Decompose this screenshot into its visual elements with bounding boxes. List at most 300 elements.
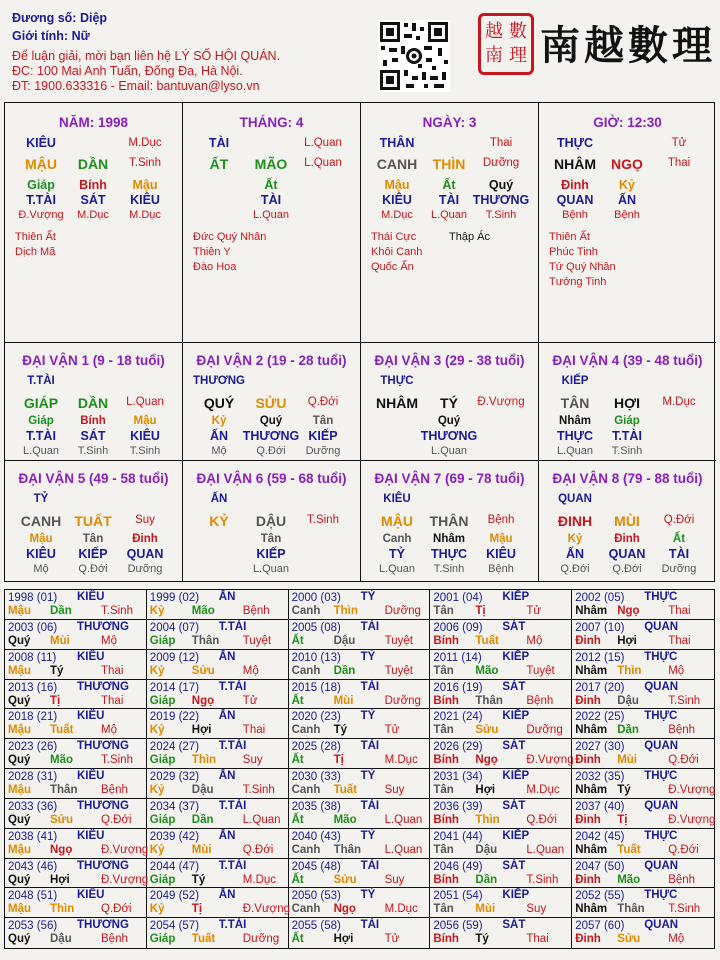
year-life-stage: L.Quan bbox=[242, 813, 281, 826]
earthly-branch: DẬU bbox=[255, 513, 287, 529]
year-cell[interactable] bbox=[572, 918, 714, 948]
year-label: 2019 (22) bbox=[149, 711, 200, 724]
hidden-stem: Mậu bbox=[29, 533, 53, 545]
year-ten-god: SÁT bbox=[502, 799, 526, 812]
hidden-ten-god: ẤN bbox=[565, 547, 585, 561]
year-branch: Thìn bbox=[617, 664, 642, 677]
year-ten-god: THỰC bbox=[644, 829, 678, 842]
life-stage-branch: L.Quan bbox=[304, 157, 342, 169]
earthly-branch: THÌN bbox=[432, 156, 466, 172]
year-cell[interactable] bbox=[430, 829, 572, 859]
year-cell[interactable] bbox=[289, 709, 431, 739]
year-branch: Mão bbox=[50, 754, 73, 767]
hidden-stem: Giáp bbox=[614, 415, 640, 427]
hidden-ten-god: T.TÀI bbox=[26, 193, 56, 207]
luck-pillar-3[interactable] bbox=[361, 343, 539, 461]
year-cell[interactable] bbox=[147, 859, 289, 889]
year-label: 2045 (48) bbox=[291, 860, 341, 873]
hidden-ten-god: SÁT bbox=[80, 429, 106, 443]
year-cell[interactable] bbox=[147, 769, 289, 799]
year-ten-god: TÀI bbox=[360, 859, 380, 872]
year-branch: Tị bbox=[475, 605, 486, 617]
year-label: 2032 (35) bbox=[575, 771, 625, 783]
life-stage-branch: Đ.Vượng bbox=[477, 396, 525, 408]
year-life-stage: Dưỡng bbox=[384, 694, 421, 707]
year-stem: Ất bbox=[291, 933, 304, 946]
luck-pillar-1[interactable] bbox=[5, 343, 183, 461]
year-life-stage: L.Quan bbox=[384, 843, 423, 856]
year-label: 2052 (55) bbox=[575, 890, 625, 903]
year-cell[interactable] bbox=[289, 680, 431, 710]
heavenly-stem: ĐINH bbox=[557, 513, 593, 529]
year-cell[interactable] bbox=[430, 739, 572, 769]
luck-ten-god: THƯƠNG bbox=[193, 375, 245, 387]
year-cell[interactable] bbox=[147, 799, 289, 829]
year-cell[interactable] bbox=[147, 650, 289, 680]
year-stem: Quý bbox=[8, 873, 31, 886]
year-stem: Giáp bbox=[149, 754, 176, 767]
year-stem: Kỷ bbox=[149, 724, 165, 737]
year-label: 2031 (34) bbox=[433, 771, 483, 783]
life-stage-stem: M.Dục bbox=[128, 137, 162, 149]
luck-pillar-7[interactable] bbox=[361, 461, 539, 581]
year-stem: Ất bbox=[291, 634, 304, 647]
year-stem: Mậu bbox=[8, 843, 31, 856]
year-cell[interactable] bbox=[289, 650, 431, 680]
hidden-ten-god: QUAN bbox=[556, 193, 594, 207]
year-ten-god: T.TÀI bbox=[218, 799, 247, 812]
year-stem: Tân bbox=[433, 664, 454, 677]
life-stage-branch: Suy bbox=[135, 514, 155, 526]
hidden-life-stage: Dưỡng bbox=[127, 563, 163, 575]
year-branch: Thìn bbox=[50, 903, 75, 916]
year-cell[interactable] bbox=[572, 888, 714, 918]
year-life-stage: Suy bbox=[526, 903, 547, 916]
year-ten-god: T.TÀI bbox=[218, 919, 247, 932]
qr-code-graphic bbox=[378, 20, 450, 92]
year-life-stage: Thai bbox=[668, 634, 691, 647]
year-cell[interactable] bbox=[5, 739, 147, 769]
star-note: Tứ Quý Nhân bbox=[549, 261, 616, 273]
year-stem: Mậu bbox=[8, 605, 31, 617]
year-life-stage: Mộ bbox=[101, 724, 117, 737]
hidden-life-stage: M.Dục bbox=[77, 209, 109, 221]
ten-god-stem: KIÊU bbox=[26, 136, 56, 150]
star-notes bbox=[15, 230, 56, 260]
hidden-ten-god: ẤN bbox=[209, 429, 229, 443]
year-label: 2057 (60) bbox=[575, 920, 625, 933]
life-stage-branch: T.Sinh bbox=[307, 514, 339, 526]
contact-line: Để luận giải, mời bạn liên hệ LÝ SỐ HỘI QUÁN. bbox=[12, 49, 281, 63]
year-stem: Đinh bbox=[575, 754, 601, 767]
year-branch: Ngọ bbox=[333, 903, 356, 916]
luck-pillar-2[interactable] bbox=[183, 343, 361, 461]
hidden-life-stage: L.Quan bbox=[430, 445, 468, 457]
year-life-stage: Tử bbox=[526, 605, 542, 617]
year-label: 2004 (07) bbox=[149, 621, 200, 634]
year-cell[interactable] bbox=[147, 829, 289, 859]
year-cell[interactable] bbox=[289, 739, 431, 769]
year-stem: Giáp bbox=[149, 634, 176, 647]
year-ten-god: TÀI bbox=[360, 799, 380, 812]
phone-line[interactable]: ĐT: 1900.633316 - Email: bantuvan@lyso.vn bbox=[12, 79, 260, 93]
year-stem: Quý bbox=[8, 754, 31, 767]
year-cell[interactable] bbox=[430, 859, 572, 889]
year-cell[interactable] bbox=[289, 918, 431, 948]
year-cell[interactable] bbox=[430, 709, 572, 739]
hidden-ten-god: KIÊU bbox=[382, 193, 412, 207]
earthly-branch: SỬU bbox=[255, 395, 287, 411]
year-cell[interactable] bbox=[572, 769, 714, 799]
hidden-stem: Quý bbox=[259, 415, 283, 427]
year-cell[interactable] bbox=[289, 799, 431, 829]
hidden-stem: Mậu bbox=[132, 178, 158, 192]
hidden-stem: Đinh bbox=[614, 533, 640, 545]
pillar-4[interactable] bbox=[539, 103, 716, 343]
year-cell[interactable] bbox=[289, 620, 431, 650]
hidden-stem: Tân bbox=[82, 533, 104, 545]
hidden-stem: Nhâm bbox=[559, 415, 591, 427]
qr-code-icon[interactable] bbox=[378, 20, 450, 92]
year-branch: Thân bbox=[475, 694, 503, 707]
hidden-ten-god: ẤN bbox=[617, 193, 637, 207]
header bbox=[0, 0, 720, 100]
year-life-stage: Đ.Vượng bbox=[526, 754, 574, 767]
year-cell[interactable] bbox=[572, 709, 714, 739]
year-label: 2017 (20) bbox=[575, 681, 625, 694]
year-stem: Ất bbox=[291, 694, 304, 707]
year-cell[interactable] bbox=[430, 620, 572, 650]
year-cell[interactable] bbox=[289, 769, 431, 799]
life-stage-branch: Q.Đới bbox=[663, 514, 695, 526]
year-stem: Canh bbox=[291, 903, 321, 916]
year-stem: Ất bbox=[291, 813, 304, 826]
year-cell[interactable] bbox=[289, 829, 431, 859]
year-cell[interactable] bbox=[147, 739, 289, 769]
year-branch: Mùi bbox=[191, 843, 212, 856]
year-branch: Mão bbox=[191, 605, 215, 617]
hidden-stem: Canh bbox=[382, 533, 412, 545]
year-stem: Bính bbox=[433, 694, 459, 707]
year-label: 2036 (39) bbox=[433, 800, 483, 813]
pillar-title: GIỜ: 12:30 bbox=[593, 115, 662, 130]
year-cell[interactable] bbox=[572, 739, 714, 769]
year-life-stage: Mộ bbox=[668, 664, 685, 677]
year-label: 2001 (04) bbox=[433, 592, 483, 604]
year-stem: Tân bbox=[433, 843, 454, 856]
year-ten-god: KIÊU bbox=[77, 829, 105, 842]
hidden-ten-god: T.TÀI bbox=[612, 429, 642, 443]
pillar-2[interactable] bbox=[183, 103, 361, 343]
luck-ten-god: QUAN bbox=[558, 493, 592, 505]
year-life-stage: T.Sinh bbox=[668, 903, 701, 916]
year-cell[interactable] bbox=[430, 650, 572, 680]
earthly-branch: MÙI bbox=[614, 513, 640, 529]
year-label: 2047 (50) bbox=[575, 860, 625, 873]
year-branch: Hợi bbox=[191, 724, 212, 737]
hidden-life-stage: Bệnh bbox=[614, 209, 640, 221]
name-line: Đương số: Diệp bbox=[12, 11, 108, 25]
year-cell[interactable] bbox=[5, 769, 147, 799]
year-stem: Quý bbox=[8, 813, 31, 826]
heavenly-stem: CANH bbox=[376, 156, 418, 172]
year-cell[interactable] bbox=[430, 590, 572, 620]
year-ten-god: TỶ bbox=[360, 650, 376, 663]
year-life-stage: M.Dục bbox=[384, 903, 418, 916]
star-notes bbox=[193, 230, 266, 275]
year-ten-god: THỰC bbox=[644, 650, 678, 663]
year-cell[interactable] bbox=[430, 799, 572, 829]
year-label: 2034 (37) bbox=[149, 800, 200, 813]
pillar-1[interactable] bbox=[5, 103, 183, 343]
heavenly-stem: NHÂM bbox=[376, 395, 418, 411]
star-note: Quốc Ấn bbox=[371, 261, 414, 273]
hidden-stem: Quý bbox=[437, 415, 461, 427]
ten-god-stem: TÀI bbox=[208, 136, 230, 150]
year-cell[interactable] bbox=[572, 620, 714, 650]
year-label: 2033 (36) bbox=[8, 800, 58, 813]
hidden-life-stage: Dưỡng bbox=[661, 563, 697, 575]
year-cell[interactable] bbox=[572, 799, 714, 829]
hidden-life-stage: T.Sinh bbox=[433, 563, 465, 575]
year-life-stage: Mộ bbox=[668, 933, 685, 946]
hidden-stem: Ất bbox=[264, 178, 278, 192]
year-cell[interactable] bbox=[289, 888, 431, 918]
year-ten-god: T.TÀI bbox=[218, 740, 247, 753]
year-stem: Giáp bbox=[149, 694, 176, 707]
luck-ten-god: TỶ bbox=[33, 493, 49, 505]
ten-god-stem: THÂN bbox=[379, 136, 415, 150]
year-cell[interactable] bbox=[5, 859, 147, 889]
year-life-stage: Bệnh bbox=[242, 605, 270, 617]
hidden-ten-god: KIẾP bbox=[308, 429, 338, 443]
luck-title: ĐẠI VẬN 6 (59 - 68 tuổi) bbox=[196, 471, 347, 486]
year-label: 2042 (45) bbox=[575, 830, 625, 843]
year-life-stage: M.Dục bbox=[384, 754, 418, 767]
year-branch: Tuất bbox=[50, 724, 74, 737]
year-cell[interactable] bbox=[572, 829, 714, 859]
year-branch: Dậu bbox=[475, 843, 498, 856]
year-branch: Thân bbox=[333, 843, 362, 856]
hidden-life-stage: M.Dục bbox=[129, 209, 161, 221]
year-cell[interactable] bbox=[5, 590, 147, 620]
life-stage-branch: L.Quan bbox=[126, 396, 164, 408]
year-branch: Tuất bbox=[333, 784, 358, 796]
year-label: 2022 (25) bbox=[575, 711, 625, 724]
hidden-stem: Giáp bbox=[28, 415, 54, 427]
year-ten-god: QUAN bbox=[644, 620, 679, 633]
year-life-stage: Tuyệt bbox=[526, 664, 555, 677]
year-branch: Tý bbox=[50, 664, 64, 677]
year-cell[interactable] bbox=[5, 918, 147, 948]
luck-pillar-8[interactable] bbox=[539, 461, 716, 581]
hidden-life-stage: T.Sinh bbox=[77, 445, 109, 457]
year-stem: Giáp bbox=[149, 933, 176, 946]
year-cell[interactable] bbox=[5, 709, 147, 739]
year-stem: Mậu bbox=[8, 784, 31, 796]
hidden-life-stage: Q.Đới bbox=[612, 563, 642, 575]
year-cell[interactable] bbox=[147, 680, 289, 710]
year-cell[interactable] bbox=[289, 859, 431, 889]
year-branch: Thìn bbox=[475, 813, 500, 826]
year-cell[interactable] bbox=[572, 650, 714, 680]
hidden-stem: Giáp bbox=[27, 178, 55, 192]
heavenly-stem: ẤT bbox=[209, 156, 229, 172]
star-note: Tướng Tinh bbox=[549, 276, 607, 288]
star-note: Phúc Tinh bbox=[549, 246, 598, 258]
year-stem: Tân bbox=[433, 903, 454, 916]
year-life-stage: Thai bbox=[101, 664, 124, 677]
year-ten-god: KIẾP bbox=[502, 829, 530, 842]
year-ten-god: KIẾP bbox=[502, 710, 530, 723]
hidden-ten-god: QUAN bbox=[608, 547, 646, 561]
hidden-stem: Kỷ bbox=[567, 533, 583, 545]
year-cell[interactable] bbox=[147, 918, 289, 948]
year-label: 2027 (30) bbox=[575, 741, 625, 754]
heavenly-stem: KỶ bbox=[209, 513, 229, 529]
year-cell[interactable] bbox=[147, 709, 289, 739]
year-life-stage: Đ.Vượng bbox=[101, 873, 149, 886]
year-label: 2028 (31) bbox=[8, 771, 58, 783]
year-ten-god: ẤN bbox=[218, 591, 236, 603]
year-cell[interactable] bbox=[572, 859, 714, 889]
year-label: 2025 (28) bbox=[291, 741, 341, 754]
year-stem: Tân bbox=[433, 605, 454, 617]
year-branch: Tị bbox=[50, 694, 61, 707]
year-label: 2040 (43) bbox=[291, 830, 341, 843]
year-life-stage: Q.Đới bbox=[668, 754, 699, 767]
year-branch: Dậu bbox=[617, 694, 639, 707]
luck-pillar-4[interactable] bbox=[539, 343, 716, 461]
year-branch: Tý bbox=[191, 873, 206, 886]
year-branch: Thân bbox=[617, 903, 645, 916]
heavenly-stem: CANH bbox=[20, 513, 62, 529]
heavenly-stem: TÂN bbox=[560, 395, 590, 411]
luck-pillar-6[interactable] bbox=[183, 461, 361, 581]
hidden-life-stage: Mộ bbox=[211, 445, 227, 457]
year-label: 2021 (24) bbox=[433, 711, 483, 724]
year-stem: Kỷ bbox=[149, 903, 165, 916]
year-cell[interactable] bbox=[430, 888, 572, 918]
year-cell[interactable] bbox=[5, 888, 147, 918]
year-life-stage: T.Sinh bbox=[668, 694, 701, 707]
logo-seal: 越 數 南 理 bbox=[478, 13, 534, 75]
hidden-life-stage: L.Quan bbox=[378, 563, 416, 575]
star-notes bbox=[371, 230, 422, 275]
hidden-life-stage: Dưỡng bbox=[305, 445, 341, 457]
year-cell[interactable] bbox=[147, 590, 289, 620]
year-branch: Tuất bbox=[475, 634, 499, 647]
luck-title: ĐẠI VẬN 8 (79 - 88 tuổi) bbox=[552, 471, 703, 486]
year-label: 2002 (05) bbox=[575, 592, 625, 604]
luck-pillar-5[interactable] bbox=[5, 461, 183, 581]
ten-god-stem: THỰC bbox=[556, 136, 594, 150]
year-branch: Tuất bbox=[191, 933, 216, 946]
hidden-stem: Nhâm bbox=[433, 533, 465, 545]
logo-title: 南越數理 bbox=[540, 22, 716, 69]
year-label: 2051 (54) bbox=[433, 890, 483, 903]
year-cell[interactable] bbox=[5, 799, 147, 829]
year-ten-god: QUAN bbox=[644, 919, 679, 932]
year-life-stage: Dưỡng bbox=[526, 724, 563, 737]
year-stem: Kỷ bbox=[149, 605, 165, 617]
year-ten-god: T.TÀI bbox=[218, 620, 247, 633]
hidden-stem: Bính bbox=[80, 415, 106, 427]
year-branch: Ngọ bbox=[50, 843, 73, 856]
year-label: 2011 (14) bbox=[433, 651, 482, 664]
pillar-3[interactable] bbox=[361, 103, 539, 343]
year-life-stage: Dưỡng bbox=[242, 933, 280, 946]
luck-ten-god: KIẾP bbox=[561, 375, 589, 387]
year-ten-god: ẤN bbox=[218, 889, 236, 902]
year-branch: Mão bbox=[475, 664, 499, 677]
hidden-stem: Kỷ bbox=[619, 178, 635, 192]
life-stage-branch: Dưỡng bbox=[482, 157, 520, 169]
year-life-stage: Tuyệt bbox=[384, 634, 413, 647]
hidden-life-stage: M.Dục bbox=[381, 209, 413, 221]
year-cell[interactable] bbox=[430, 769, 572, 799]
year-branch: Tị bbox=[333, 754, 344, 767]
year-cell[interactable] bbox=[147, 620, 289, 650]
year-cell[interactable] bbox=[5, 680, 147, 710]
hidden-stem: Ất bbox=[672, 533, 686, 545]
year-life-stage: M.Dục bbox=[526, 784, 560, 796]
year-life-stage: Bệnh bbox=[526, 694, 554, 707]
hidden-life-stage: L.Quan bbox=[556, 445, 594, 457]
year-cell[interactable] bbox=[5, 829, 147, 859]
year-ten-god: SÁT bbox=[502, 919, 526, 932]
year-cell[interactable] bbox=[5, 650, 147, 680]
year-label: 2048 (51) bbox=[8, 890, 58, 903]
pillar-title: NGÀY: 3 bbox=[422, 115, 477, 130]
year-stem: Canh bbox=[291, 664, 321, 677]
year-stem: Quý bbox=[8, 694, 31, 707]
year-cell[interactable] bbox=[572, 680, 714, 710]
year-stem: Quý bbox=[8, 933, 31, 946]
year-branch: Sửu bbox=[50, 813, 74, 826]
year-label: 2037 (40) bbox=[575, 800, 625, 813]
year-ten-god: ẤN bbox=[218, 650, 236, 663]
year-life-stage: T.Sinh bbox=[101, 754, 133, 767]
year-life-stage: Tử bbox=[384, 724, 400, 737]
year-cell[interactable] bbox=[147, 888, 289, 918]
year-cell[interactable] bbox=[572, 590, 714, 620]
year-ten-god: TÀI bbox=[360, 620, 380, 633]
year-ten-god: TỶ bbox=[360, 591, 376, 603]
year-stem: Mậu bbox=[8, 903, 31, 916]
year-ten-god: TỶ bbox=[360, 829, 376, 842]
year-cell[interactable] bbox=[430, 680, 572, 710]
year-life-stage: Q.Đới bbox=[526, 813, 557, 826]
year-branch: Sửu bbox=[475, 724, 499, 737]
hidden-life-stage: Q.Đới bbox=[78, 563, 108, 575]
year-label: 2009 (12) bbox=[149, 651, 200, 664]
earthly-branch: HỢI bbox=[614, 395, 640, 411]
year-ten-god: QUAN bbox=[644, 859, 679, 872]
year-cell[interactable] bbox=[289, 590, 431, 620]
year-stem: Mậu bbox=[8, 724, 31, 737]
year-branch: Sửu bbox=[333, 873, 357, 886]
heavenly-stem: NHÂM bbox=[554, 156, 596, 172]
year-cell[interactable] bbox=[430, 918, 572, 948]
hidden-life-stage: L.Quan bbox=[252, 563, 290, 575]
year-cell[interactable] bbox=[5, 620, 147, 650]
year-ten-god: T.TÀI bbox=[218, 680, 247, 693]
year-stem: Nhâm bbox=[575, 724, 608, 737]
year-stem: Kỷ bbox=[149, 664, 165, 677]
year-label: 2018 (21) bbox=[8, 711, 58, 724]
year-label: 2010 (13) bbox=[291, 651, 341, 664]
